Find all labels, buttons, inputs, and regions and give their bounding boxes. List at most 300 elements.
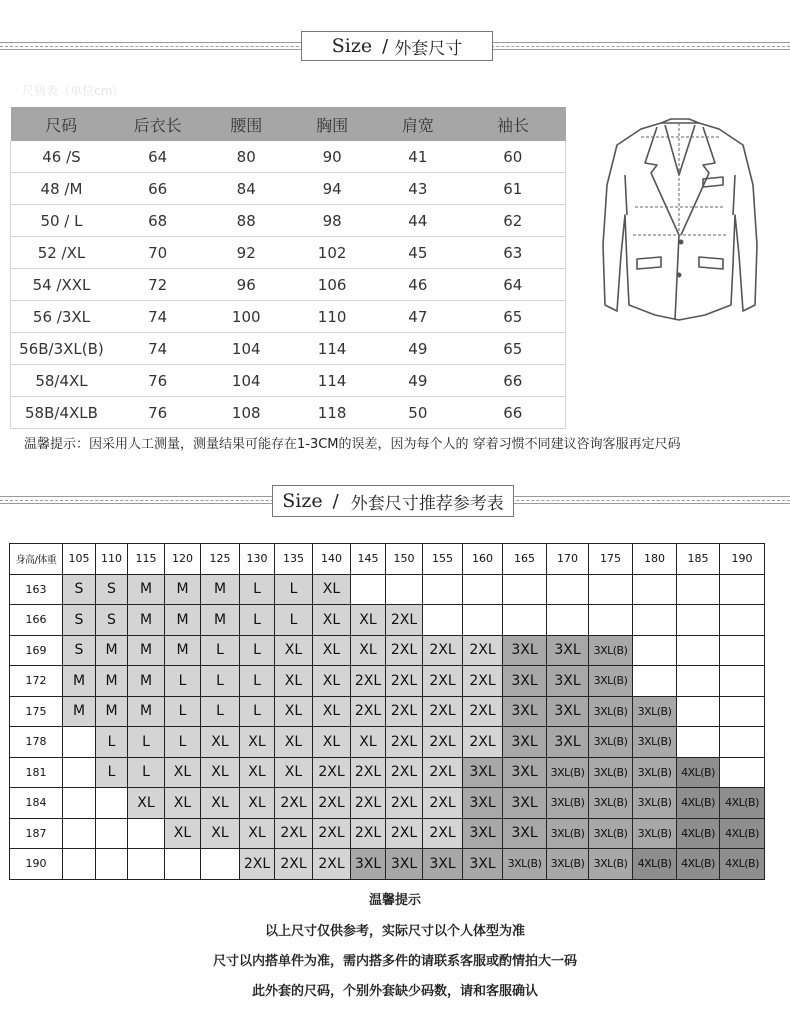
recommended-size-cell: 3XL xyxy=(386,849,423,880)
recommended-size-cell: XL xyxy=(313,635,351,666)
size-table-cell: 80 xyxy=(203,141,289,173)
size-table-cell: 114 xyxy=(289,365,375,397)
recommended-size-cell: S xyxy=(63,605,96,636)
weight-header: 130 xyxy=(240,544,275,575)
recommended-size-cell: 4XL(B) xyxy=(720,849,765,880)
recommended-size-cell xyxy=(63,818,96,849)
section-header-jacket-size xyxy=(0,31,790,61)
size-table-cell: 46 xyxy=(375,269,461,301)
recommended-size-cell: 3XL(B) xyxy=(589,818,633,849)
recommended-size-cell: M xyxy=(96,696,128,727)
weight-header: 120 xyxy=(165,544,201,575)
recommendation-row xyxy=(10,757,765,788)
size-table-cell: 104 xyxy=(203,365,289,397)
size-table-cell: 96 xyxy=(203,269,289,301)
recommended-size-cell xyxy=(503,605,547,636)
size-recommendation-table xyxy=(9,543,765,880)
recommended-size-cell: 3XL(B) xyxy=(589,757,633,788)
size-table-cell: 104 xyxy=(203,333,289,365)
recommended-size-cell: 4XL(B) xyxy=(677,757,720,788)
recommended-size-cell: 2XL xyxy=(423,696,463,727)
recommended-size-cell: 4XL(B) xyxy=(677,849,720,880)
tips-title: 温馨提示 xyxy=(368,893,421,908)
section-title-zh: 外套尺寸推荐参考表 xyxy=(350,493,504,514)
size-table-cell: 74 xyxy=(112,333,203,365)
recommended-size-cell: 2XL xyxy=(386,605,423,636)
height-label: 190 xyxy=(10,849,63,880)
recommended-size-cell: XL xyxy=(165,757,201,788)
recommended-size-cell: 3XL(B) xyxy=(503,849,547,880)
recommended-size-cell xyxy=(720,666,765,697)
recommended-size-cell xyxy=(547,574,589,605)
size-table-cell: 102 xyxy=(289,237,375,269)
size-table-header-row xyxy=(11,107,566,141)
recommended-size-cell: 3XL xyxy=(463,818,503,849)
recommended-size-cell: XL xyxy=(351,605,386,636)
recommended-size-cell: M xyxy=(128,635,165,666)
recommended-size-cell: 3XL(B) xyxy=(547,788,589,819)
recommended-size-cell: XL xyxy=(201,727,240,758)
size-table-header: 尺码 xyxy=(11,107,112,141)
recommended-size-cell: 2XL xyxy=(463,635,503,666)
recommended-size-cell: L xyxy=(240,635,275,666)
recommended-size-cell: 3XL xyxy=(503,757,547,788)
recommended-size-cell: L xyxy=(128,757,165,788)
size-table-cell: 50 / L xyxy=(11,205,112,237)
recommendation-row xyxy=(10,666,765,697)
section-title-box xyxy=(301,31,493,61)
recommended-size-cell xyxy=(463,574,503,605)
height-label: 181 xyxy=(10,757,63,788)
size-table-row xyxy=(11,141,566,173)
size-table-cell: 64 xyxy=(461,269,566,301)
recommended-size-cell: M xyxy=(165,605,201,636)
section-title-zh: 外套尺寸 xyxy=(394,38,463,59)
recommended-size-cell xyxy=(128,849,165,880)
recommended-size-cell: 3XL xyxy=(463,849,503,880)
recommended-size-cell: M xyxy=(128,574,165,605)
recommended-size-cell xyxy=(720,605,765,636)
recommended-size-cell: 2XL xyxy=(423,757,463,788)
height-label: 184 xyxy=(10,788,63,819)
size-table-cell: 48 /M xyxy=(11,173,112,205)
recommended-size-cell: 2XL xyxy=(313,818,351,849)
recommended-size-cell: L xyxy=(128,727,165,758)
recommended-size-cell: XL xyxy=(313,666,351,697)
recommended-size-cell xyxy=(720,757,765,788)
size-table-cell: 118 xyxy=(289,397,375,429)
recommended-size-cell: M xyxy=(128,605,165,636)
size-table-row xyxy=(11,205,566,237)
recommended-size-cell: XL xyxy=(275,696,313,727)
size-table-cell: 49 xyxy=(375,365,461,397)
recommended-size-cell xyxy=(633,666,677,697)
recommended-size-cell: S xyxy=(96,574,128,605)
recommended-size-cell: 2XL xyxy=(351,788,386,819)
recommended-size-cell: 2XL xyxy=(463,727,503,758)
recommended-size-cell: L xyxy=(165,666,201,697)
recommended-size-cell xyxy=(633,605,677,636)
recommended-size-cell: 3XL xyxy=(547,635,589,666)
recommended-size-cell xyxy=(423,605,463,636)
recommended-size-cell: XL xyxy=(201,757,240,788)
recommended-size-cell: 3XL(B) xyxy=(547,757,589,788)
size-table-cell: 47 xyxy=(375,301,461,333)
weight-header: 140 xyxy=(313,544,351,575)
recommended-size-cell: 3XL(B) xyxy=(589,666,633,697)
size-table-cell: 88 xyxy=(203,205,289,237)
recommended-size-cell xyxy=(96,849,128,880)
size-table-cell: 84 xyxy=(203,173,289,205)
measurement-note: 温馨提示：因采用人工测量，测量结果可能存在1-3CM的误差，因为每个人的 穿着习惯不同建议咨询客服再定尺码 xyxy=(24,437,681,452)
recommended-size-cell: 3XL(B) xyxy=(589,727,633,758)
recommended-size-cell: XL xyxy=(313,574,351,605)
size-table-cell: 114 xyxy=(289,333,375,365)
recommendation-header-row xyxy=(10,544,765,575)
size-table-cell: 50 xyxy=(375,397,461,429)
recommended-size-cell: 3XL xyxy=(547,727,589,758)
recommended-size-cell: L xyxy=(275,574,313,605)
recommended-size-cell xyxy=(165,849,201,880)
recommended-size-cell: M xyxy=(165,574,201,605)
section-title-en: Size xyxy=(282,490,323,512)
recommended-size-cell: S xyxy=(63,574,96,605)
recommended-size-cell: 2XL xyxy=(313,757,351,788)
height-label: 169 xyxy=(10,635,63,666)
size-table-cell: 41 xyxy=(375,141,461,173)
weight-header: 170 xyxy=(547,544,589,575)
weight-header: 160 xyxy=(463,544,503,575)
recommended-size-cell xyxy=(63,849,96,880)
size-table-cell: 54 /XXL xyxy=(11,269,112,301)
recommendation-corner-label: 身高/体重 xyxy=(10,544,63,575)
size-table-cell: 65 xyxy=(461,301,566,333)
recommended-size-cell xyxy=(63,757,96,788)
size-table-caption: 尺码表（单位cm） xyxy=(22,84,125,98)
size-table-header: 胸围 xyxy=(289,107,375,141)
recommended-size-cell xyxy=(589,574,633,605)
size-table-cell: 56 /3XL xyxy=(11,301,112,333)
recommended-size-cell xyxy=(96,788,128,819)
recommended-size-cell xyxy=(677,666,720,697)
size-table-row xyxy=(11,173,566,205)
recommendation-row xyxy=(10,727,765,758)
recommended-size-cell: 2XL xyxy=(423,635,463,666)
recommended-size-cell xyxy=(351,574,386,605)
recommended-size-cell: 3XL(B) xyxy=(633,788,677,819)
size-table-row xyxy=(11,333,566,365)
recommended-size-cell: 2XL xyxy=(275,788,313,819)
recommended-size-cell: XL xyxy=(240,818,275,849)
recommended-size-cell: XL xyxy=(275,635,313,666)
weight-header: 105 xyxy=(63,544,96,575)
weight-header: 190 xyxy=(720,544,765,575)
recommended-size-cell: 2XL xyxy=(463,666,503,697)
recommended-size-cell: 3XL xyxy=(463,788,503,819)
height-label: 178 xyxy=(10,727,63,758)
recommended-size-cell: XL xyxy=(201,788,240,819)
recommended-size-cell xyxy=(589,605,633,636)
recommended-size-cell: 3XL(B) xyxy=(589,788,633,819)
recommended-size-cell: 2XL xyxy=(423,727,463,758)
recommended-size-cell: 2XL xyxy=(351,757,386,788)
section-title-box xyxy=(272,485,514,517)
size-table-cell: 43 xyxy=(375,173,461,205)
recommended-size-cell: 3XL(B) xyxy=(589,849,633,880)
weight-header: 165 xyxy=(503,544,547,575)
size-table-cell: 60 xyxy=(461,141,566,173)
recommended-size-cell: L xyxy=(240,605,275,636)
recommended-size-cell: S xyxy=(63,635,96,666)
recommendation-row xyxy=(10,788,765,819)
recommended-size-cell: M xyxy=(201,574,240,605)
recommended-size-cell: 2XL xyxy=(386,757,423,788)
recommended-size-cell: 3XL xyxy=(503,788,547,819)
recommendation-row xyxy=(10,605,765,636)
recommended-size-cell: 3XL xyxy=(547,666,589,697)
section-title-slash: / xyxy=(332,490,339,512)
recommended-size-cell: 3XL(B) xyxy=(547,849,589,880)
recommended-size-cell xyxy=(463,605,503,636)
size-table-cell: 45 xyxy=(375,237,461,269)
height-label: 172 xyxy=(10,666,63,697)
recommended-size-cell xyxy=(633,635,677,666)
recommended-size-cell: L xyxy=(240,574,275,605)
size-table-cell: 49 xyxy=(375,333,461,365)
recommended-size-cell: 3XL xyxy=(503,727,547,758)
recommended-size-cell: XL xyxy=(313,696,351,727)
recommended-size-cell xyxy=(677,605,720,636)
recommendation-row xyxy=(10,849,765,880)
weight-header: 155 xyxy=(423,544,463,575)
recommendation-row xyxy=(10,696,765,727)
recommended-size-cell: 3XL xyxy=(423,849,463,880)
recommended-size-cell: L xyxy=(240,696,275,727)
recommended-size-cell: M xyxy=(165,635,201,666)
recommended-size-cell xyxy=(63,727,96,758)
size-table-header: 腰围 xyxy=(203,107,289,141)
recommended-size-cell: M xyxy=(201,605,240,636)
section-title-slash: / xyxy=(382,35,389,57)
size-table-cell: 46 /S xyxy=(11,141,112,173)
weight-header: 115 xyxy=(128,544,165,575)
recommended-size-cell: XL xyxy=(201,818,240,849)
recommended-size-cell xyxy=(677,696,720,727)
recommended-size-cell: 2XL xyxy=(386,696,423,727)
recommended-size-cell: 3XL xyxy=(547,696,589,727)
size-table-cell: 90 xyxy=(289,141,375,173)
size-table-cell: 56B/3XL(B) xyxy=(11,333,112,365)
recommended-size-cell: L xyxy=(96,757,128,788)
recommended-size-cell xyxy=(677,727,720,758)
size-table-cell: 100 xyxy=(203,301,289,333)
recommended-size-cell: L xyxy=(165,727,201,758)
recommended-size-cell: XL xyxy=(275,727,313,758)
size-table-cell: 92 xyxy=(203,237,289,269)
size-table-cell: 76 xyxy=(112,365,203,397)
recommended-size-cell xyxy=(720,574,765,605)
size-table-row xyxy=(11,237,566,269)
recommended-size-cell: 3XL(B) xyxy=(633,818,677,849)
size-table-cell: 70 xyxy=(112,237,203,269)
recommended-size-cell: 2XL xyxy=(240,849,275,880)
recommended-size-cell: XL xyxy=(240,727,275,758)
section-header-recommend xyxy=(0,485,790,515)
size-table-row xyxy=(11,397,566,429)
size-table-row xyxy=(11,301,566,333)
recommended-size-cell xyxy=(547,605,589,636)
weight-header: 180 xyxy=(633,544,677,575)
size-table-cell: 52 /XL xyxy=(11,237,112,269)
recommended-size-cell: 3XL xyxy=(503,666,547,697)
recommended-size-cell: XL xyxy=(313,605,351,636)
size-table-cell: 63 xyxy=(461,237,566,269)
recommended-size-cell: 2XL xyxy=(386,788,423,819)
recommended-size-cell xyxy=(63,788,96,819)
weight-header: 145 xyxy=(351,544,386,575)
recommended-size-cell: 4XL(B) xyxy=(633,849,677,880)
recommended-size-cell: 2XL xyxy=(351,818,386,849)
weight-header: 175 xyxy=(589,544,633,575)
height-label: 175 xyxy=(10,696,63,727)
size-table-cell: 66 xyxy=(461,365,566,397)
recommended-size-cell: L xyxy=(201,696,240,727)
recommended-size-cell: XL xyxy=(275,757,313,788)
tips-line: 此外套的尺码，个别外套缺少码数，请和客服确认 xyxy=(251,984,538,999)
recommended-size-cell: L xyxy=(240,666,275,697)
size-table-cell: 74 xyxy=(112,301,203,333)
tips-line: 以上尺寸仅供参考，实际尺寸以个人体型为准 xyxy=(264,924,525,939)
recommended-size-cell: 2XL xyxy=(351,696,386,727)
recommended-size-cell: XL xyxy=(351,635,386,666)
recommended-size-cell xyxy=(128,818,165,849)
recommended-size-cell xyxy=(720,635,765,666)
recommended-size-cell: 3XL xyxy=(503,818,547,849)
recommended-size-cell: 2XL xyxy=(275,818,313,849)
recommended-size-cell: L xyxy=(96,727,128,758)
recommended-size-cell: 2XL xyxy=(313,849,351,880)
size-table-cell: 66 xyxy=(112,173,203,205)
size-table-cell: 98 xyxy=(289,205,375,237)
recommended-size-cell xyxy=(720,727,765,758)
recommended-size-cell: M xyxy=(63,696,96,727)
weight-header: 150 xyxy=(386,544,423,575)
size-table-cell: 62 xyxy=(461,205,566,237)
recommended-size-cell: 2XL xyxy=(275,849,313,880)
height-label: 166 xyxy=(10,605,63,636)
size-table-cell: 108 xyxy=(203,397,289,429)
size-table-cell: 65 xyxy=(461,333,566,365)
recommended-size-cell: M xyxy=(128,666,165,697)
recommended-size-cell: L xyxy=(165,696,201,727)
recommended-size-cell: XL xyxy=(240,757,275,788)
recommended-size-cell: 3XL(B) xyxy=(633,757,677,788)
recommended-size-cell: XL xyxy=(240,788,275,819)
recommendation-row xyxy=(10,818,765,849)
recommendation-row xyxy=(10,574,765,605)
recommended-size-cell: 3XL(B) xyxy=(633,696,677,727)
recommended-size-cell: L xyxy=(201,666,240,697)
recommended-size-cell: 2XL xyxy=(423,788,463,819)
weight-header: 135 xyxy=(275,544,313,575)
size-table-cell: 106 xyxy=(289,269,375,301)
recommended-size-cell: 3XL xyxy=(503,696,547,727)
recommended-size-cell xyxy=(633,574,677,605)
size-table-header: 袖长 xyxy=(461,107,566,141)
recommended-size-cell xyxy=(423,574,463,605)
recommended-size-cell xyxy=(503,574,547,605)
recommended-size-cell: 3XL(B) xyxy=(547,818,589,849)
weight-header: 110 xyxy=(96,544,128,575)
recommended-size-cell: XL xyxy=(165,788,201,819)
recommended-size-cell: 3XL xyxy=(351,849,386,880)
recommended-size-cell: M xyxy=(63,666,96,697)
recommended-size-cell: 2XL xyxy=(423,818,463,849)
recommended-size-cell: XL xyxy=(275,666,313,697)
size-table-cell: 110 xyxy=(289,301,375,333)
recommended-size-cell xyxy=(677,574,720,605)
recommended-size-cell: XL xyxy=(165,818,201,849)
size-table-header: 肩宽 xyxy=(375,107,461,141)
recommended-size-cell: 4XL(B) xyxy=(677,788,720,819)
size-table-cell: 66 xyxy=(461,397,566,429)
height-label: 163 xyxy=(10,574,63,605)
recommended-size-cell xyxy=(677,635,720,666)
size-table-cell: 72 xyxy=(112,269,203,301)
recommended-size-cell xyxy=(201,849,240,880)
recommended-size-cell: L xyxy=(275,605,313,636)
size-table-cell: 58/4XL xyxy=(11,365,112,397)
recommended-size-cell: 2XL xyxy=(386,666,423,697)
recommended-size-cell xyxy=(720,696,765,727)
recommended-size-cell xyxy=(386,574,423,605)
weight-header: 185 xyxy=(677,544,720,575)
recommended-size-cell: 4XL(B) xyxy=(720,818,765,849)
recommended-size-cell: 4XL(B) xyxy=(720,788,765,819)
recommended-size-cell: 4XL(B) xyxy=(677,818,720,849)
recommended-size-cell: 3XL(B) xyxy=(589,696,633,727)
recommended-size-cell: L xyxy=(201,635,240,666)
size-table-row xyxy=(11,269,566,301)
size-table-cell: 76 xyxy=(112,397,203,429)
recommended-size-cell: XL xyxy=(351,727,386,758)
recommended-size-cell: XL xyxy=(313,727,351,758)
recommended-size-cell: 2XL xyxy=(313,788,351,819)
recommended-size-cell: 2XL xyxy=(423,666,463,697)
size-table-cell: 64 xyxy=(112,141,203,173)
size-table-header: 后衣长 xyxy=(112,107,203,141)
recommended-size-cell: XL xyxy=(128,788,165,819)
tips-line: 尺寸以内搭单件为准，需内搭多件的请联系客服或酌情拍大一码 xyxy=(212,954,577,969)
size-table-cell: 44 xyxy=(375,205,461,237)
size-table xyxy=(10,107,566,429)
size-table-cell: 61 xyxy=(461,173,566,205)
recommended-size-cell: 2XL xyxy=(386,727,423,758)
recommended-size-cell: M xyxy=(96,666,128,697)
recommendation-row xyxy=(10,635,765,666)
size-table-cell: 58B/4XLB xyxy=(11,397,112,429)
recommended-size-cell: 2XL xyxy=(351,666,386,697)
recommended-size-cell: S xyxy=(96,605,128,636)
weight-header: 125 xyxy=(201,544,240,575)
section-title-en: Size xyxy=(331,35,373,57)
recommended-size-cell: M xyxy=(96,635,128,666)
recommended-size-cell: 2XL xyxy=(386,818,423,849)
recommended-size-cell: 3XL xyxy=(463,757,503,788)
jacket-illustration xyxy=(595,115,765,330)
size-table-cell: 68 xyxy=(112,205,203,237)
size-table-row xyxy=(11,365,566,397)
